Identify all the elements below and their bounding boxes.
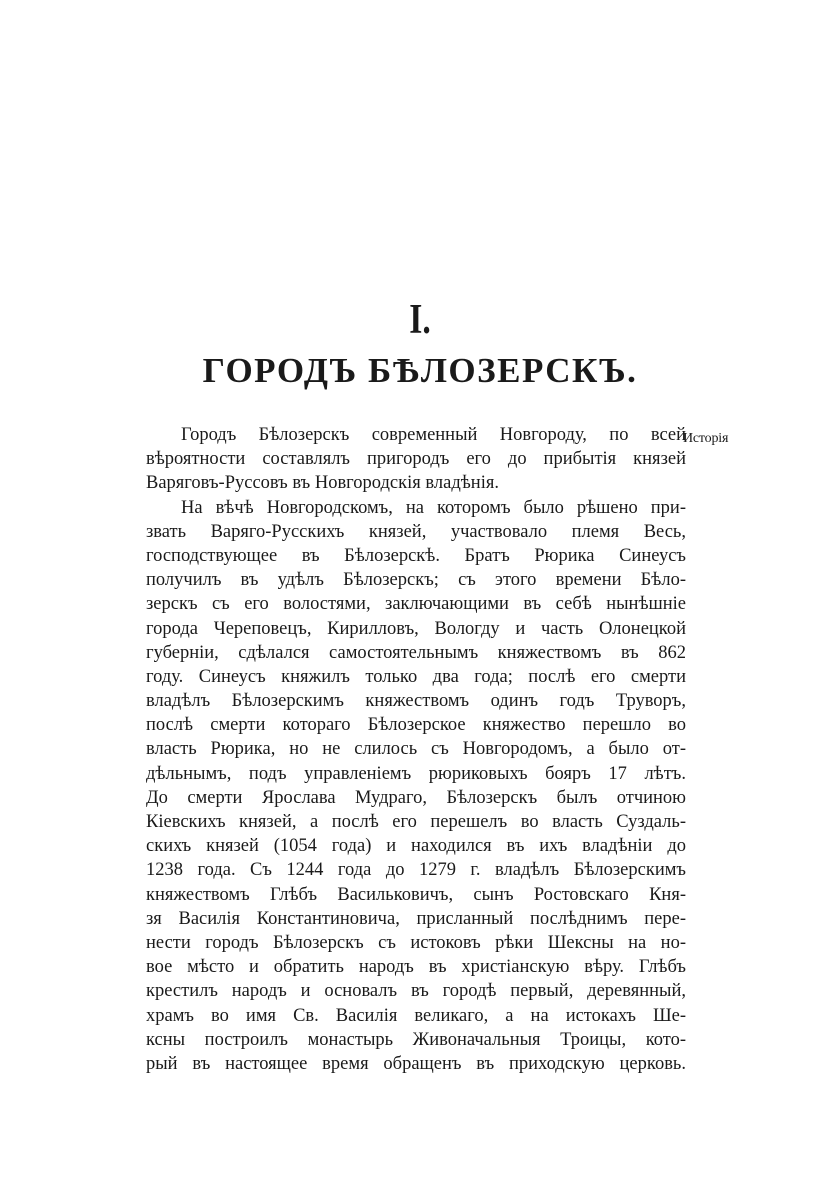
- text-line: рый въ настоящее время обращенъ въ приходскую церковь.: [146, 1053, 686, 1074]
- text-line: власть Рюрика, но не слилось съ Новгородомъ, а было от-: [146, 739, 686, 760]
- text-line: ксны построилъ монастырь Живоначальныя Троицы, кото-: [146, 1029, 686, 1050]
- text-line: нести городъ Бѣлозерскъ съ истоковъ рѣки Шексны на но-: [146, 932, 686, 953]
- text-line: зерскъ съ его волостями, заключающими въ себѣ нынѣшніе: [146, 594, 686, 615]
- chapter-number: I.: [409, 297, 431, 343]
- text-line: вое мѣсто и обратить народъ въ христіанскую вѣру. Глѣбъ: [146, 957, 686, 978]
- text-line: города Череповецъ, Кирилловъ, Вологду и часть Олонецкой: [146, 618, 686, 639]
- text-line: храмъ во имя Св. Василія великаго, а на истокахъ Ше-: [146, 1005, 686, 1026]
- text-line: губерніи, сдѣлался самостоятельнымъ княжествомъ въ 862: [146, 642, 686, 663]
- text-line: вѣроятности составлялъ пригородъ его до прибытія князей: [146, 449, 686, 470]
- margin-note: Исторія: [683, 431, 729, 446]
- text-line: получилъ въ удѣлъ Бѣлозерскъ; съ этого времени Бѣло-: [146, 570, 686, 591]
- text-line: Кіевскихъ князей, а послѣ его перешелъ во власть Суздаль-: [146, 812, 686, 832]
- text-line: господствующее въ Бѣлозерскѣ. Братъ Рюрика Синеусъ: [146, 545, 686, 566]
- text-line: крестилъ народъ и основалъ въ городѣ первый, деревянный,: [146, 981, 686, 1002]
- text-line: княжествомъ Глѣбъ Васильковичъ, сынъ Ростовскаго Кня-: [146, 884, 686, 905]
- text-line: дѣльнымъ, подъ управленіемъ рюриковыхъ бояръ 17 лѣтъ.: [146, 763, 686, 784]
- text-line: Варяговъ-Руссовъ въ Новгородскія владѣнія.: [146, 473, 499, 494]
- text-line: скихъ князей (1054 года) и находился въ ихъ владѣніи до: [146, 836, 686, 857]
- text-line: На вѣчѣ Новгородскомъ, на которомъ было рѣшено при-: [181, 497, 686, 518]
- chapter-title: ГОРОДЪ БѢЛОЗЕРСКЪ.: [202, 351, 638, 390]
- text-line: Городъ Бѣлозерскъ современный Новгороду, по всей: [181, 425, 686, 445]
- text-line: послѣ смерти котораго Бѣлозерское княжество перешло во: [146, 715, 686, 736]
- text-line: году. Синеусъ княжилъ только два года; послѣ его смерти: [146, 666, 686, 687]
- text-line: звать Варяго-Русскихъ князей, участвовало племя Весь,: [146, 521, 686, 542]
- text-line: До смерти Ярослава Мудраго, Бѣлозерскъ былъ отчиною: [146, 787, 686, 808]
- text-line: зя Василія Константиновича, присланный послѣднимъ пере-: [146, 908, 686, 929]
- text-line: владѣлъ Бѣлозерскимъ княжествомъ одинъ годъ Труворъ,: [146, 691, 686, 712]
- text-line: 1238 года. Съ 1244 года до 1279 г. владѣлъ Бѣлозерскимъ: [146, 860, 686, 881]
- body-text: [146, 423, 686, 1076]
